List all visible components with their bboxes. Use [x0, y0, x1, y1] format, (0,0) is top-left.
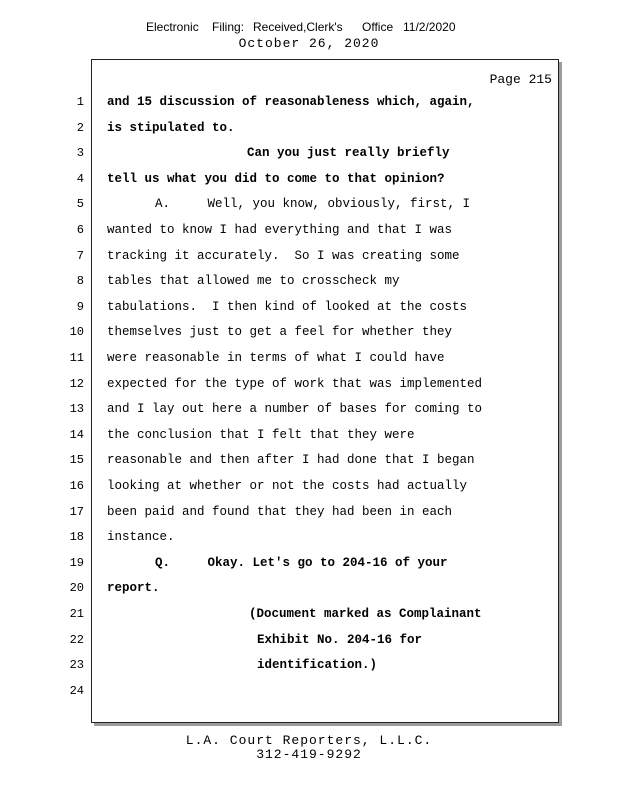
- line-text: were reasonable in terms of what I could have: [107, 351, 445, 365]
- line-text: tables that allowed me to crosscheck my: [107, 274, 400, 289]
- line-number: 4: [76, 171, 84, 186]
- line-text: reasonable and then after I had done that I began: [107, 453, 475, 468]
- transcript-line: [0, 194, 618, 214]
- line-text: been paid and found that they had been in each: [107, 504, 453, 519]
- transcript-line: [0, 604, 618, 624]
- line-text: the conclusion that I felt that they were: [107, 427, 415, 442]
- line-number: 12: [69, 376, 84, 391]
- line-text: tabulations. I then kind of looked at the costs: [107, 299, 468, 314]
- line-text: instance.: [107, 530, 175, 545]
- reporter-company: L.A. Court Reporters, L.L.C.: [185, 733, 433, 748]
- line-text: (Document marked as Complainant: [249, 607, 482, 621]
- transcript-date: October 26, 2020: [238, 36, 380, 51]
- line-number: 1: [76, 95, 84, 109]
- line-number: 14: [69, 427, 84, 442]
- line-text: and 15 discussion of reasonableness which, again,: [107, 95, 475, 109]
- transcript-line: [0, 630, 618, 650]
- transcript-line: [0, 425, 618, 445]
- transcript-line: [0, 143, 618, 163]
- line-text: Can you just really briefly: [247, 146, 450, 161]
- line-text: and I lay out here a number of bases for coming to: [107, 402, 483, 417]
- line-text: A. Well, you know, obviously, first, I: [155, 197, 471, 212]
- stamp-office: Office: [362, 20, 394, 34]
- line-number: 21: [69, 607, 84, 621]
- transcript-line: [0, 271, 618, 291]
- transcript-line: [0, 578, 618, 598]
- line-number: 18: [69, 530, 84, 545]
- line-text: Exhibit No. 204-16 for: [257, 632, 423, 647]
- line-number: 6: [76, 223, 84, 237]
- stamp-filing: Filing:: [212, 20, 245, 34]
- transcript-line: [0, 374, 618, 394]
- line-text: report.: [107, 581, 160, 596]
- transcript-line: [0, 681, 618, 701]
- transcript-line: [0, 450, 618, 470]
- line-number: 24: [69, 683, 84, 698]
- transcript-line: [0, 169, 618, 189]
- line-number: 5: [76, 197, 84, 212]
- transcript-line: [0, 118, 618, 138]
- transcript-line: [0, 92, 618, 112]
- line-number: 20: [69, 581, 84, 596]
- stamp-electronic: Electronic: [146, 20, 199, 34]
- line-text: wanted to know I had everything and that I was: [107, 223, 453, 237]
- page-number: Page 215: [489, 72, 552, 87]
- transcript-line: [0, 655, 618, 675]
- line-number: 7: [76, 248, 84, 263]
- reporter-phone: 312-419-9292: [256, 747, 362, 762]
- transcript-line: [0, 246, 618, 266]
- stamp-date: 11/2/2020: [403, 20, 456, 34]
- line-number: 11: [69, 351, 84, 365]
- line-text: looking at whether or not the costs had actually: [107, 479, 468, 493]
- transcript-line: [0, 527, 618, 547]
- transcript-line: [0, 220, 618, 240]
- line-text: is stipulated to.: [107, 120, 235, 135]
- line-text: identification.): [257, 658, 378, 673]
- line-number: 2: [76, 120, 84, 135]
- line-number: 8: [76, 274, 84, 289]
- line-number: 23: [69, 658, 84, 673]
- transcript-line: [0, 322, 618, 342]
- line-number: 19: [69, 555, 84, 570]
- line-number: 22: [69, 632, 84, 647]
- transcript-line: [0, 476, 618, 496]
- transcript-line: [0, 297, 618, 317]
- line-text: Q. Okay. Let's go to 204-16 of your: [155, 555, 448, 570]
- line-number: 10: [69, 325, 84, 340]
- line-text: expected for the type of work that was implemented: [107, 376, 483, 391]
- footer: [0, 734, 618, 762]
- line-number: 3: [76, 146, 84, 161]
- transcript-line: [0, 348, 618, 368]
- transcript-line: [0, 553, 618, 573]
- line-number: 9: [76, 299, 84, 314]
- transcript-line: [0, 399, 618, 419]
- line-text: tell us what you did to come to that opinion?: [107, 171, 445, 186]
- transcript-line: [0, 502, 618, 522]
- line-text: tracking it accurately. So I was creating some: [107, 248, 460, 263]
- line-number: 13: [69, 402, 84, 417]
- stamp-received: Received,Clerk's: [253, 20, 343, 34]
- line-number: 15: [69, 453, 84, 468]
- line-number: 17: [69, 504, 84, 519]
- line-number: 16: [69, 479, 84, 493]
- line-text: themselves just to get a feel for whether they: [107, 325, 453, 340]
